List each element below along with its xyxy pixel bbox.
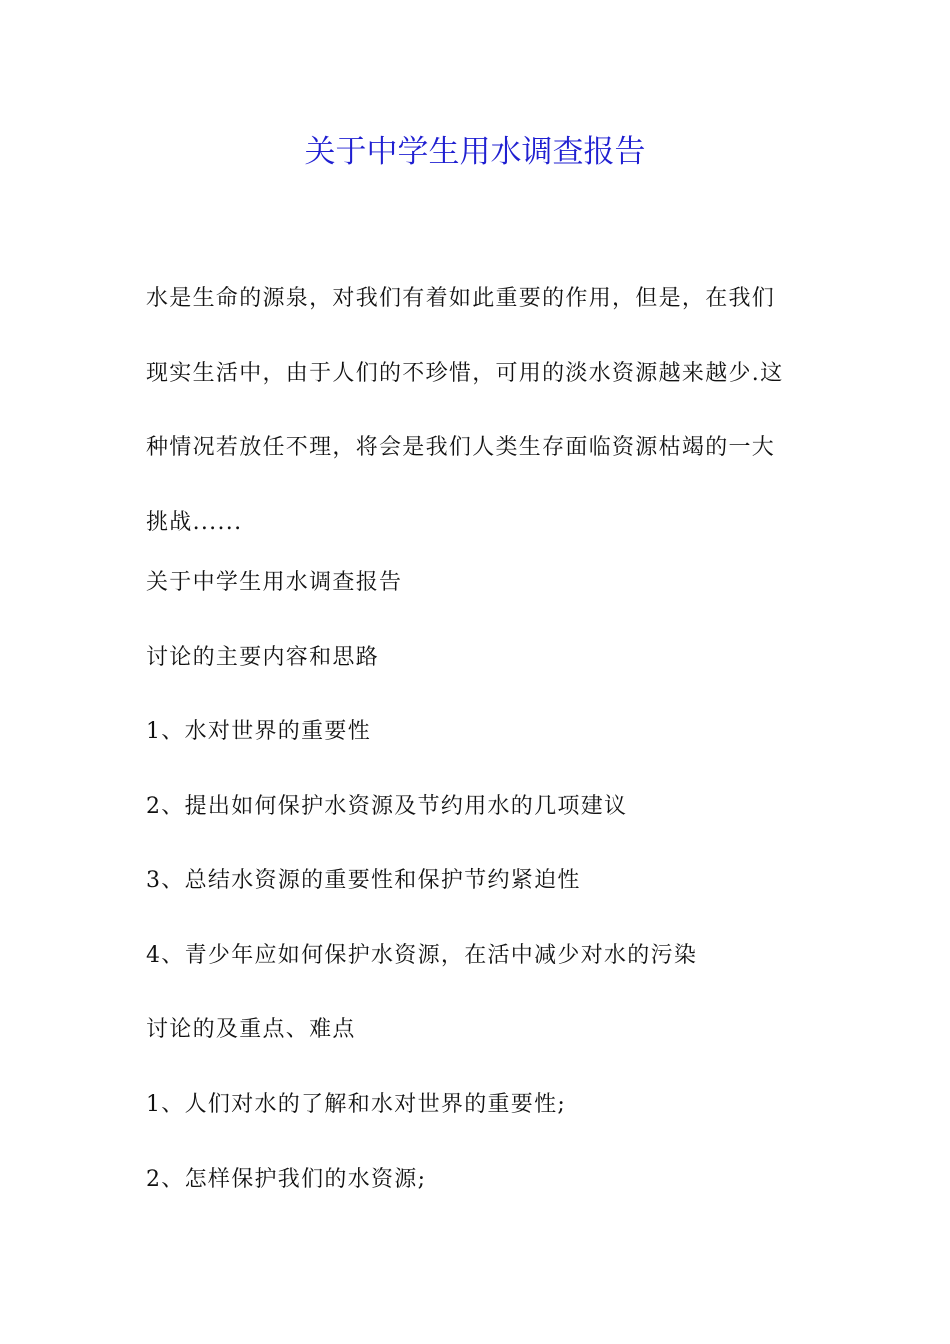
intro-line: 现实生活中，由于人们的不珍惜，可用的淡水资源越来越少.这 (146, 360, 784, 386)
section-heading-key-points: 讨论的及重点、难点 (146, 1017, 356, 1042)
list-item: 1、水对世界的重要性 (146, 719, 371, 744)
document-title: 关于中学生用水调查报告 (304, 134, 646, 170)
list-item: 1、人们对水的了解和水对世界的重要性; (146, 1092, 567, 1117)
intro-paragraph (146, 262, 811, 560)
section-heading-main-content: 讨论的主要内容和思路 (146, 645, 380, 670)
list-item: 4、青少年应如何保护水资源，在活中减少对水的污染 (146, 943, 698, 968)
list-item: 2、提出如何保护水资源及节约用水的几项建议 (146, 794, 628, 819)
section-title: 关于中学生用水调查报告 (146, 570, 403, 595)
intro-line: 水是生命的源泉，对我们有着如此重要的作用，但是，在我们 (146, 286, 776, 311)
intro-line: 种情况若放任不理，将会是我们人类生存面临资源枯竭的一大 (146, 435, 776, 460)
list-item: 2、怎样保护我们的水资源; (146, 1167, 427, 1192)
intro-line: 挑战...... (146, 509, 243, 535)
list-item: 3、总结水资源的重要性和保护节约紧迫性 (146, 868, 581, 893)
